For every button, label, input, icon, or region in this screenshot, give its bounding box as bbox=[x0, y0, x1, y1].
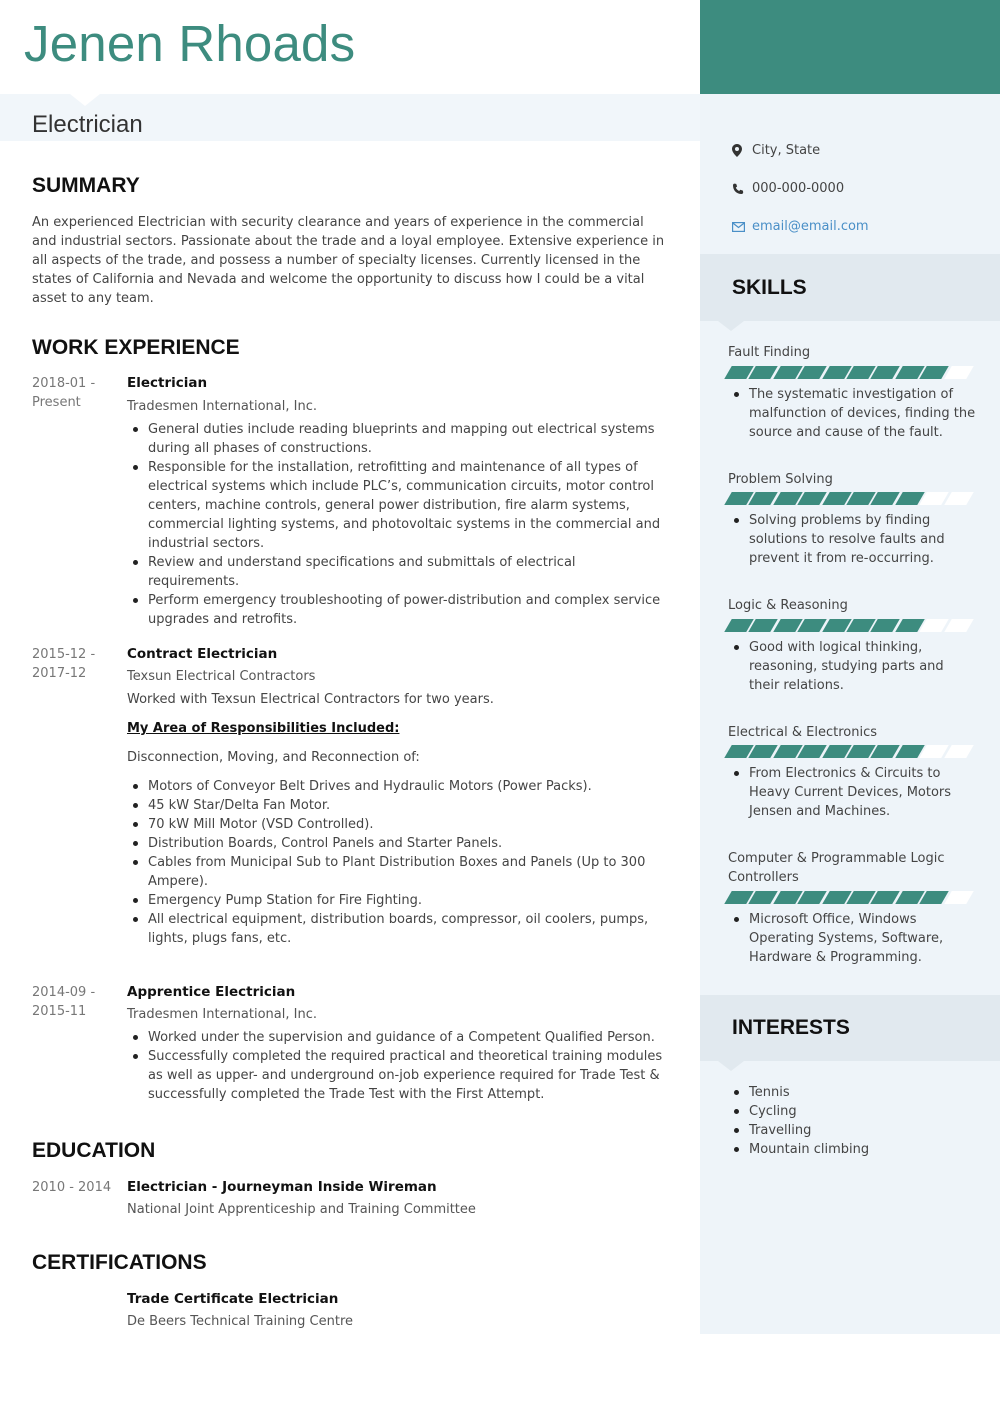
job-date-start: 2018-01 - bbox=[32, 376, 96, 391]
certification-org: De Beers Technical Training Centre bbox=[127, 1314, 354, 1329]
skill-name: Problem Solving bbox=[728, 472, 833, 487]
list-item: Cycling bbox=[728, 1102, 978, 1121]
skill-level-bar bbox=[728, 891, 970, 904]
contact-email bbox=[732, 219, 869, 234]
job-date-start: 2015-12 - bbox=[32, 647, 96, 662]
summary-heading: SUMMARY bbox=[32, 174, 140, 197]
job-date bbox=[32, 374, 112, 412]
map-pin-icon bbox=[732, 144, 750, 157]
list-item: From Electronics & Circuits to Heavy Current Devices, Motors Jensen and Machines. bbox=[728, 764, 978, 821]
job-title: Electrician bbox=[32, 111, 143, 138]
education-heading: EDUCATION bbox=[32, 1139, 156, 1162]
job-org: Texsun Electrical Contractors bbox=[127, 669, 316, 684]
list-item: Motors of Conveyor Belt Drives and Hydraulic Motors (Power Packs). bbox=[127, 777, 672, 796]
list-item: General duties include reading blueprints and mapping out electrical systems during all phases of constructions. bbox=[127, 420, 667, 458]
skills-band-notch bbox=[718, 321, 744, 331]
skill-level-bar bbox=[728, 745, 970, 758]
list-item: Cables from Municipal Sub to Plant Distribution Boxes and Panels (Up to 300 Ampere). bbox=[127, 853, 672, 891]
skill-description bbox=[728, 638, 978, 695]
job-date-end: 2017-12 bbox=[32, 666, 87, 681]
sidebar-header-band bbox=[700, 0, 1000, 94]
job-role: Contract Electrician bbox=[127, 646, 278, 662]
skill-level-bar bbox=[728, 619, 970, 632]
certifications-heading: CERTIFICATIONS bbox=[32, 1251, 207, 1274]
job-role: Electrician bbox=[127, 375, 208, 391]
interests-heading: INTERESTS bbox=[732, 1016, 850, 1039]
skill-description bbox=[728, 511, 978, 568]
interests-list bbox=[728, 1083, 978, 1159]
responsibilities-lead: Disconnection, Moving, and Reconnection of: bbox=[127, 750, 420, 765]
email-link[interactable]: email@email.com bbox=[752, 219, 869, 234]
list-item: Mountain climbing bbox=[728, 1140, 978, 1159]
job-date-end: Present bbox=[32, 395, 81, 410]
contact-location bbox=[732, 143, 820, 158]
location-text: City, State bbox=[752, 143, 821, 158]
skill-description bbox=[728, 385, 978, 442]
phone-text: 000-000-0000 bbox=[752, 181, 845, 196]
job-date bbox=[32, 983, 112, 1021]
skill-segment-empty bbox=[944, 366, 974, 379]
sidebar bbox=[700, 0, 1000, 1334]
interests-band-notch bbox=[718, 1061, 744, 1071]
list-item: 70 kW Mill Motor (VSD Controlled). bbox=[127, 815, 672, 834]
job-org: Tradesmen International, Inc. bbox=[127, 1007, 317, 1022]
skills-heading: SKILLS bbox=[732, 276, 807, 299]
job-bullets bbox=[127, 777, 672, 948]
job-date-start: 2014-09 - bbox=[32, 985, 96, 1000]
list-item: Worked under the supervision and guidance of a Competent Qualified Person. bbox=[127, 1028, 667, 1047]
list-item: The systematic investigation of malfunction of devices, finding the source and cause of the fault. bbox=[728, 385, 978, 442]
phone-icon bbox=[732, 183, 750, 195]
list-item: Successfully completed the required practical and theoretical training modules as well as upper- and underground on-job experience required for Trade Test & successfully completed the Trade Test with the First Attempt. bbox=[127, 1047, 667, 1104]
list-item: Perform emergency troubleshooting of power-distribution and complex service upgrades and retrofits. bbox=[127, 591, 667, 629]
list-item: Good with logical thinking, reasoning, studying parts and their relations. bbox=[728, 638, 978, 695]
list-item: Tennis bbox=[728, 1083, 978, 1102]
job-date-end: 2015-11 bbox=[32, 1004, 87, 1019]
skill-name: Fault Finding bbox=[728, 345, 811, 360]
candidate-name: Jenen Rhoads bbox=[24, 15, 356, 72]
job-role: Apprentice Electrician bbox=[127, 984, 296, 1000]
skill-level-bar bbox=[728, 492, 970, 505]
list-item: Distribution Boards, Control Panels and Starter Panels. bbox=[127, 834, 672, 853]
skill-description bbox=[728, 764, 978, 821]
job-bullets bbox=[127, 420, 667, 629]
education-school: National Joint Apprenticeship and Training Committee bbox=[127, 1202, 476, 1217]
responsibilities-subheading: My Area of Responsibilities Included: bbox=[127, 721, 400, 736]
skill-segment-empty bbox=[944, 745, 974, 758]
skill-segment-empty bbox=[944, 619, 974, 632]
list-item: Emergency Pump Station for Fire Fighting. bbox=[127, 891, 672, 910]
list-item: 45 kW Star/Delta Fan Motor. bbox=[127, 796, 672, 815]
envelope-icon bbox=[732, 222, 750, 232]
list-item: Travelling bbox=[728, 1121, 978, 1140]
skill-description bbox=[728, 910, 978, 967]
job-date bbox=[32, 645, 112, 683]
list-item: All electrical equipment, distribution boards, compressor, oil coolers, pumps, lights, plugs fans, etc. bbox=[127, 910, 672, 948]
skill-level-bar bbox=[728, 366, 970, 379]
contact-phone bbox=[732, 181, 844, 196]
skill-name: Logic & Reasoning bbox=[728, 598, 848, 613]
job-bullets bbox=[127, 1028, 667, 1104]
skill-name: Computer & Programmable Logic Controllers bbox=[728, 851, 945, 885]
skill-segment-empty bbox=[944, 492, 974, 505]
education-date: 2010 - 2014 bbox=[32, 1180, 112, 1195]
title-band-notch bbox=[70, 94, 100, 106]
job-intro: Worked with Texsun Electrical Contractors for two years. bbox=[127, 692, 494, 707]
list-item: Microsoft Office, Windows Operating Systems, Software, Hardware & Programming. bbox=[728, 910, 978, 967]
list-item: Solving problems by finding solutions to resolve faults and prevent it from re-occurring. bbox=[728, 511, 978, 568]
summary-text: An experienced Electrician with security clearance and years of experience in the commercial and industrial sectors. Passionate about the trade and a loyal employee. Extensive experience in all aspects of the trade, and possess a number of specialty licenses. Currently licensed in the states of California and Nevada and welcome the opportunity to discuss how I could be a vital asset to any team. bbox=[32, 215, 665, 306]
skill-name: Electrical & Electronics bbox=[728, 725, 878, 740]
job-org: Tradesmen International, Inc. bbox=[127, 399, 317, 414]
list-item: Review and understand specifications and submittals of electrical requirements. bbox=[127, 553, 667, 591]
certification-name: Trade Certificate Electrician bbox=[127, 1291, 339, 1307]
experience-heading: WORK EXPERIENCE bbox=[32, 336, 240, 359]
skill-segment-empty bbox=[944, 891, 974, 904]
list-item: Responsible for the installation, retrofitting and maintenance of all types of electrical systems which include PLC’s, communication circuits, motor control centers, machine controls, general power distribution, fire alarm systems, commercial lighting systems, and photovoltaic systems in the commercial and industrial sectors. bbox=[127, 458, 667, 553]
education-degree: Electrician - Journeyman Inside Wireman bbox=[127, 1179, 437, 1195]
